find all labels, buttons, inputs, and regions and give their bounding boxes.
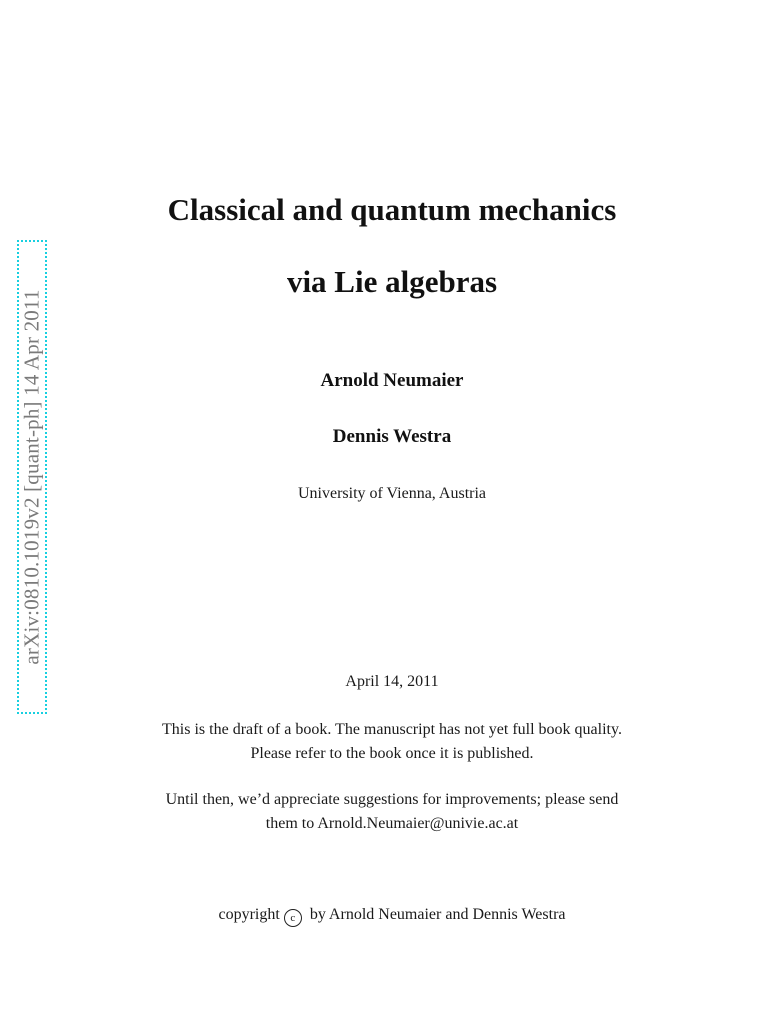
draft-notice-line-1: This is the draft of a book. The manuscript has not yet full book quality. xyxy=(162,721,622,738)
affiliation: University of Vienna, Austria xyxy=(297,485,487,502)
suggestion-notice-line-1: Until then, we’d appreciate suggestions for improvements; please send xyxy=(165,791,619,808)
draft-notice-line-2: Please refer to the book once it is published. xyxy=(250,745,534,762)
copyright-prefix: copyright xyxy=(218,906,280,923)
copyright-icon: c xyxy=(284,909,302,927)
arxiv-identifier-stamp xyxy=(17,240,47,714)
author-1: Arnold Neumaier xyxy=(320,370,464,391)
suggestion-notice-line-2: them to Arnold.Neumaier@univie.ac.at xyxy=(265,815,519,832)
copyright-holders: by Arnold Neumaier and Dennis Westra xyxy=(309,906,566,923)
title-line-2: via Lie algebras xyxy=(286,264,498,299)
title-line-1: Classical and quantum mechanics xyxy=(167,192,617,227)
arxiv-identifier-text: arXiv:0810.1019v2 [quant-ph] 14 Apr 2011 xyxy=(19,289,44,665)
suggestion-notice xyxy=(8,788,768,836)
publication-date: April 14, 2011 xyxy=(345,673,439,690)
draft-notice xyxy=(8,718,768,766)
author-2: Dennis Westra xyxy=(332,426,452,447)
copyright-line xyxy=(8,906,768,927)
